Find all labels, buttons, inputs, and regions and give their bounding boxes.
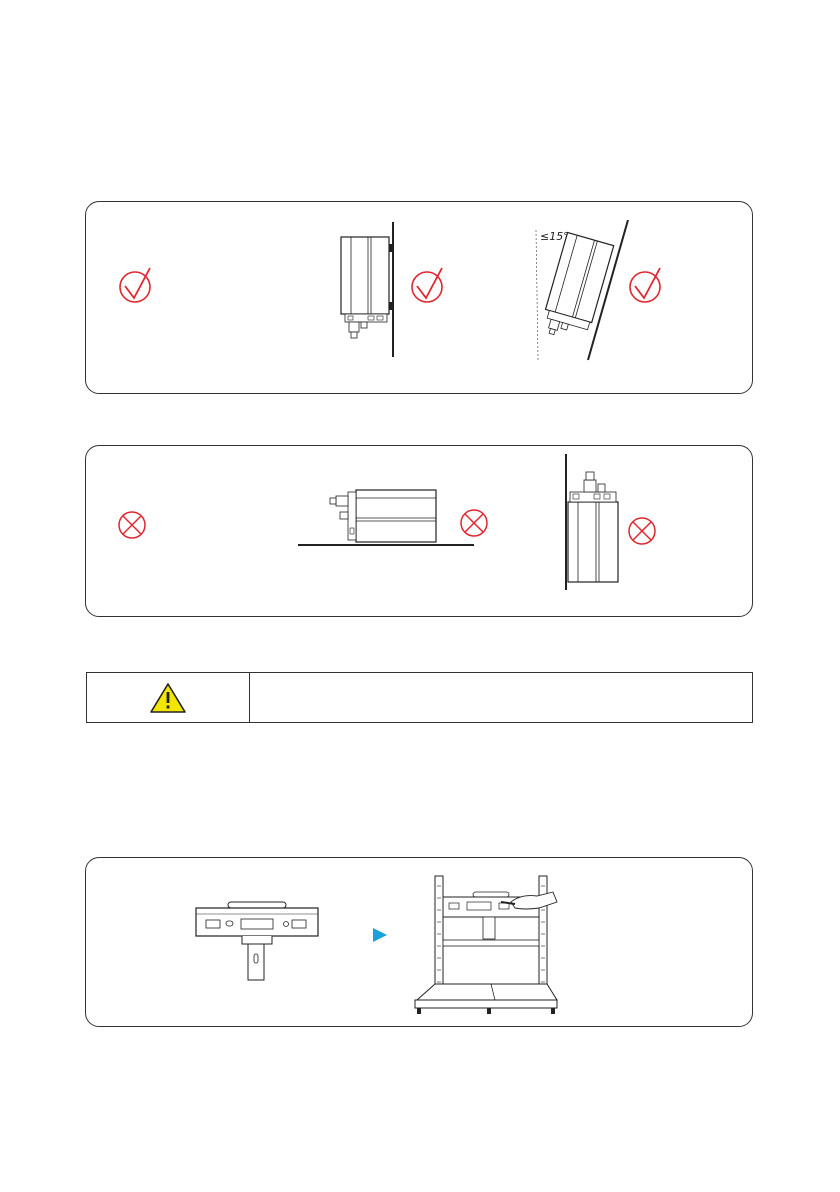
right-arrow-icon (371, 926, 389, 944)
warning-text (250, 673, 752, 722)
warning-triangle-icon (149, 682, 187, 714)
inverter-upside-down-figure (554, 454, 634, 594)
correct-mounting-panel (85, 201, 753, 394)
cross-mark-icon (115, 508, 149, 542)
tilt-limit-label: ≤15° (540, 230, 569, 243)
check-mark-icon (116, 266, 158, 308)
inverter-horizontal-figure (296, 486, 476, 548)
check-mark-icon (408, 266, 450, 308)
warning-box (86, 672, 753, 723)
incorrect-mounting-panel (85, 445, 753, 617)
inverter-vertical-figure (331, 222, 411, 362)
battery-frame-figure (411, 872, 561, 1024)
mounting-bracket-figure (186, 898, 328, 984)
bracket-installation-panel (85, 857, 753, 1027)
warning-icon-cell (87, 673, 250, 722)
